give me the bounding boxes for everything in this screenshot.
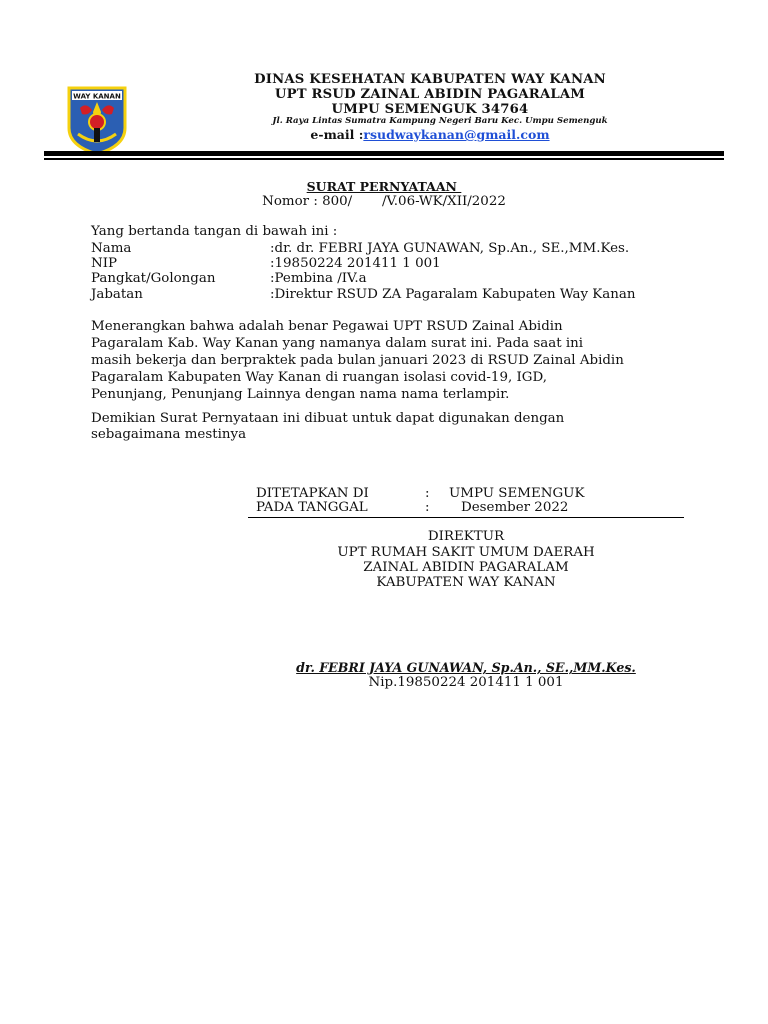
field-value-jabatan: :Direktur RSUD ZA Pagaralam Kabupaten Way Kanan	[270, 287, 636, 302]
signatory-name-wrap	[216, 660, 716, 675]
signatory-name: dr. FEBRI JAYA GUNAWAN, Sp.An., SE.,MM.Kes.	[296, 660, 636, 675]
header-divider-thick	[44, 151, 724, 156]
email-label: e-mail :	[310, 127, 364, 142]
letter-title: SURAT PERNYATAAN	[306, 179, 462, 194]
field-label-nip: NIP	[91, 256, 118, 271]
signature-position-line: ZAINAL ABIDIN PAGARALAM	[363, 560, 569, 575]
header-postal: UMPU SEMENGUK 34764	[331, 102, 529, 117]
field-label-nama: Nama	[91, 241, 132, 256]
header-email-row	[150, 127, 710, 142]
header-divider-thin	[44, 158, 724, 160]
signature-position-line: DIREKTUR	[427, 529, 505, 544]
place-label: DITETAPKAN DI	[256, 486, 369, 501]
signature-position-line: KABUPATEN WAY KANAN	[376, 575, 556, 590]
email-link[interactable]: rsudwaykanan@gmail.com	[363, 127, 550, 142]
place-value: UMPU SEMENGUK	[449, 486, 585, 501]
paragraph-statement-line: masih bekerja dan berpraktek pada bulan januari 2023 di RSUD Zainal Abidin	[91, 353, 624, 368]
paragraph-closing-line: Demikian Surat Pernyataan ini dibuat untuk dapat digunakan dengan	[91, 411, 565, 426]
signatory-nip: Nip.19850224 201411 1 001	[368, 675, 564, 690]
paragraph-statement-line: Penunjang, Penunjang Lainnya dengan nama nama terlampir.	[91, 387, 510, 402]
date-colon: :	[425, 500, 430, 515]
paragraph-closing-line: sebagaimana mestinya	[91, 427, 247, 442]
field-label-pangkat: Pangkat/Golongan	[91, 271, 216, 286]
field-value-nama: :dr. dr. FEBRI JAYA GUNAWAN, Sp.An., SE.,MM.Kes.	[270, 241, 630, 256]
field-value-nip: :19850224 201411 1 001	[270, 256, 441, 271]
paragraph-statement-line: Menerangkan bahwa adalah benar Pegawai UPT RSUD Zainal Abidin	[91, 319, 563, 334]
date-value: Desember 2022	[461, 500, 569, 515]
signature-position-line: UPT RUMAH SAKIT UMUM DAERAH	[337, 545, 595, 560]
letter-intro: Yang bertanda tangan di bawah ini :	[91, 224, 338, 239]
paragraph-statement-line: Pagaralam Kab. Way Kanan yang namanya dalam surat ini. Pada saat ini	[91, 336, 584, 351]
paragraph-statement-line: Pagaralam Kabupaten Way Kanan di ruangan isolasi covid-19, IGD,	[91, 370, 547, 385]
place-colon: :	[425, 486, 430, 501]
svg-text:WAY KANAN: WAY KANAN	[73, 92, 121, 101]
header-agency: DINAS KESEHATAN KABUPATEN WAY KANAN	[254, 72, 606, 87]
letter-title-wrap	[0, 179, 768, 194]
header-address: Jl. Raya Lintas Sumatra Kampung Negeri Baru Kec. Umpu Semenguk	[272, 116, 608, 126]
signature-divider	[248, 517, 684, 518]
date-label: PADA TANGGAL	[256, 500, 368, 515]
header-hospital: UPT RSUD ZAINAL ABIDIN PAGARALAM	[274, 87, 586, 102]
field-label-jabatan: Jabatan	[91, 287, 143, 302]
field-value-pangkat: :Pembina /IV.a	[270, 271, 367, 286]
way-kanan-emblem	[66, 84, 128, 156]
letter-number: Nomor : 800/ /V.06-WK/XII/2022	[262, 194, 506, 209]
